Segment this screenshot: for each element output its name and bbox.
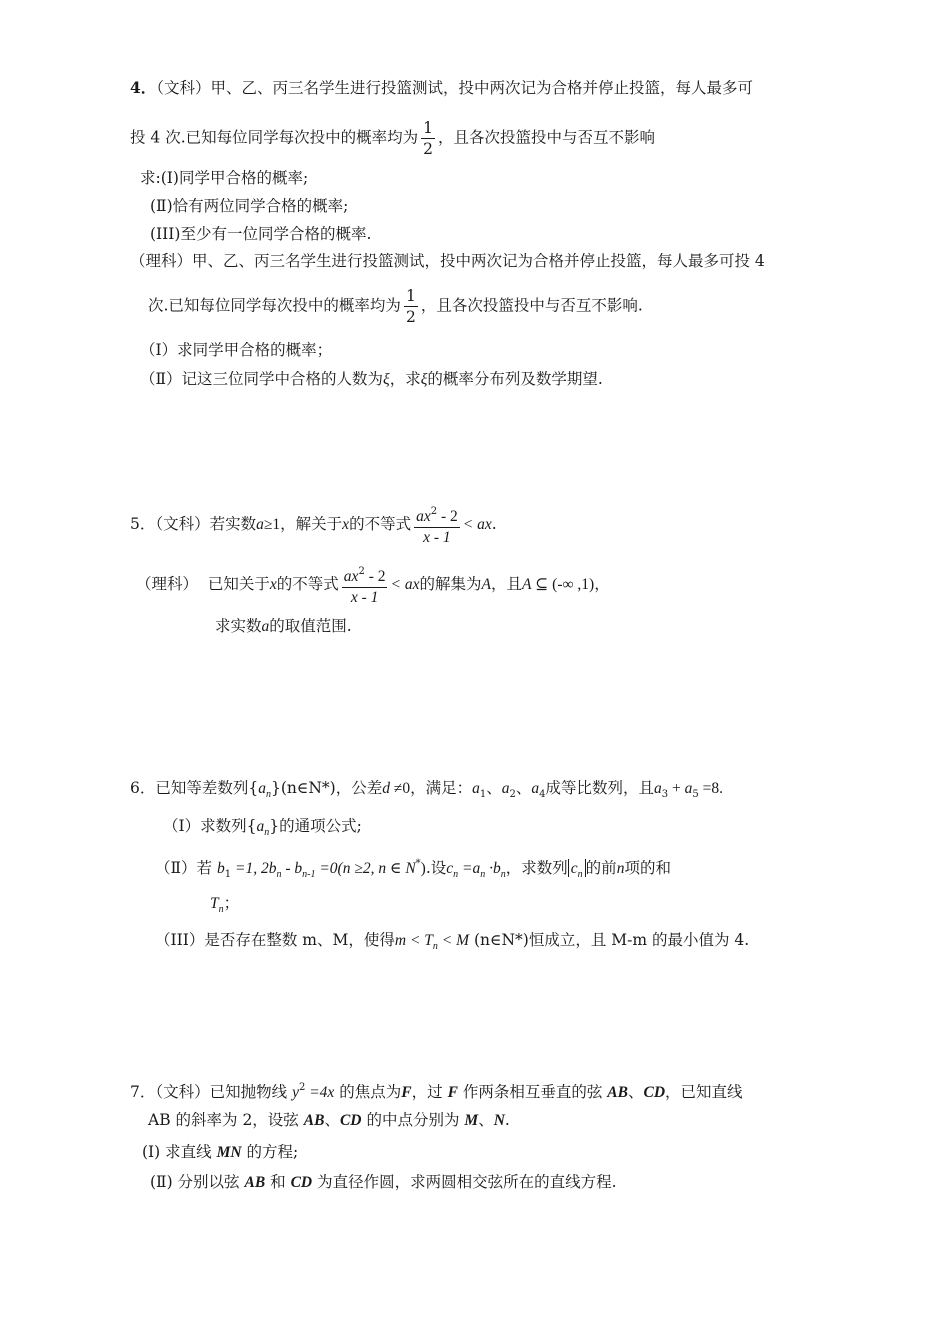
q5-li-line2: 求实数a的取值范围. xyxy=(215,617,352,635)
q6-sub2-line2: $T_n$； xyxy=(210,894,240,915)
fraction-half: $\frac{1}{2}$ xyxy=(405,287,416,326)
q4-wen-line2: 投 4 次.已知每位同学每次投中的概率均为 $\frac{1}{2}$ ，且各次投篮投中与否互不影响 xyxy=(130,119,656,158)
fraction-half: $\frac{1}{2}$ xyxy=(423,119,434,158)
q7-line1: 7．（文科）已知抛物线 $y^2 =4x$ 的焦点为F，过 F 作两条相互垂直的弦 AB、CD，已知直线 xyxy=(130,1082,743,1101)
q4-wen-line1: 4．（文科）甲、乙、丙三名学生进行投篮测试，投中两次记为合格并停止投篮，每人最多可 xyxy=(130,78,754,97)
q7-sub2: (Ⅱ) 分别以弦 AB 和 CD 为直径作圆，求两圆相交弦所在的直线方程. xyxy=(150,1173,617,1191)
q4-number: 4． xyxy=(130,78,157,97)
q7-sub1: (Ⅰ) 求直线 MN 的方程; xyxy=(142,1143,299,1161)
abs-cn: $c_n$ xyxy=(568,859,586,877)
q5-li: （理科） 已知关于x的不等式 $\frac{ax^2 - 2}{x - 1}$ < ax的解集为A，且A ⊆ (-∞ ,1)， xyxy=(136,562,610,608)
q4-li-line2: 次.已知每位同学每次投中的概率均为 $\frac{1}{2}$ ，且各次投篮投中与否互不影响. xyxy=(148,287,643,326)
inequality-fraction: $\frac{ax^2 - 2}{x - 1}$ xyxy=(342,562,388,608)
inequality-fraction: $\frac{ax^2 - 2}{x - 1}$ xyxy=(414,502,460,548)
q6-line1: 6．已知等差数列$\{a_n\}(n\in N*)$，公差d ≠0，满足：$a_1$、$a_2$、$a_4$成等比数列，且$a_3 + a_5 =8$. xyxy=(130,779,724,800)
q6-sub1: （Ⅰ）求数列$\{a_n\}$的通项公式; xyxy=(163,817,362,838)
q4-li-line1: （理科）甲、乙、丙三名学生进行投篮测试，投中两次记为合格并停止投篮，每人最多可投 4 xyxy=(130,252,765,270)
q4-li-sub2: （Ⅱ）记这三位同学中合格的人数为ξ，求ξ的概率分布列及数学期望. xyxy=(140,370,603,388)
q4-wen-sub2: (Ⅱ)恰有两位同学合格的概率; xyxy=(150,197,349,215)
q7-line2: AB 的斜率为 2，设弦 AB、CD 的中点分别为 M、N. xyxy=(148,1111,510,1129)
q4-wen-sub1: 求:(Ⅰ)同学甲合格的概率; xyxy=(140,169,309,187)
q4-wen-sub3: (III)至少有一位同学合格的概率. xyxy=(150,225,372,243)
q4-li-sub1: （Ⅰ）求同学甲合格的概率； xyxy=(140,341,333,359)
q5-wen: 5．（文科）若实数a≥1，解关于x的不等式 $\frac{ax^2 - 2}{x - 1}$ < ax. xyxy=(130,502,497,548)
q6-sub2: （Ⅱ）若 $b_1 =1$, $2b_n - b_{n-1} =0(n \ge 2$, n ∈ N*).设$c_n =a_n \cdot b_n$，求数列 $c_n$ 的前n项的和 xyxy=(155,858,671,880)
q6-sub3: （III）是否存在整数 m、M，使得$m < T_n < M$ (n∈N*)恒成立，且 M-m 的最小值为 4. xyxy=(155,931,750,952)
